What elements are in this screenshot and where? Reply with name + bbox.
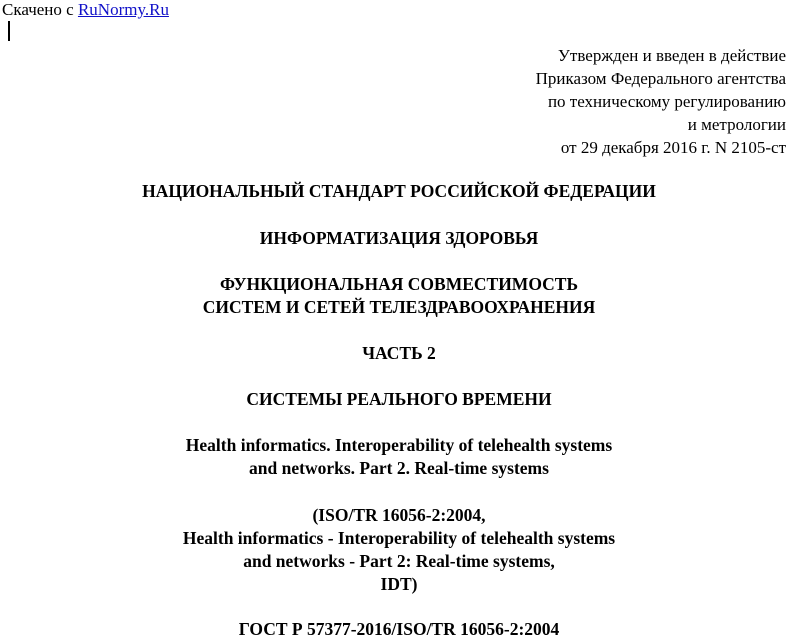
approval-line: от 29 декабря 2016 г. N 2105-ст [560,138,786,157]
national-standard-title: НАЦИОНАЛЬНЫЙ СТАНДАРТ РОССИЙСКОЙ ФЕДЕРАЦИИ [142,181,656,201]
english-title-line: Health informatics. Interoperability of telehealth systems [185,435,613,455]
source-link[interactable]: RuNormy.Ru [77,0,169,19]
english-title-line: and networks. Part 2. Real-time systems [249,458,549,478]
approval-line: и метрологии [687,115,786,134]
source-line [2,0,169,20]
approval-block [366,44,786,159]
reference-line: IDT) [380,574,418,594]
main-title-line: СИСТЕМ И СЕТЕЙ ТЕЛЕЗДРАВООХРАНЕНИЯ [202,297,596,317]
main-title [0,273,790,319]
approval-line: по техническому регулированию [547,92,786,111]
approval-line: Приказом Федерального агентства [535,69,786,88]
part-title: СИСТЕМЫ РЕАЛЬНОГО ВРЕМЕНИ [246,389,552,409]
standard-designation: ГОСТ Р 57377-2016/ISO/TR 16056-2:2004 [238,619,560,639]
approval-line: Утвержден и введен в действие [557,46,786,65]
reference-line: and networks - Part 2: Real-time systems, [243,551,555,571]
main-title-line: ФУНКЦИОНАЛЬНАЯ СОВМЕСТИМОСТЬ [219,274,579,294]
source-prefix: Скачено с [2,0,78,19]
domain-title: ИНФОРМАТИЗАЦИЯ ЗДОРОВЬЯ [259,228,539,248]
text-cursor [8,21,10,41]
international-reference [0,504,790,596]
part-number: ЧАСТЬ 2 [362,343,436,363]
english-title [0,434,790,480]
reference-line: (ISO/TR 16056-2:2004, [312,505,486,525]
reference-line: Health informatics - Interoperability of telehealth systems [182,528,616,548]
